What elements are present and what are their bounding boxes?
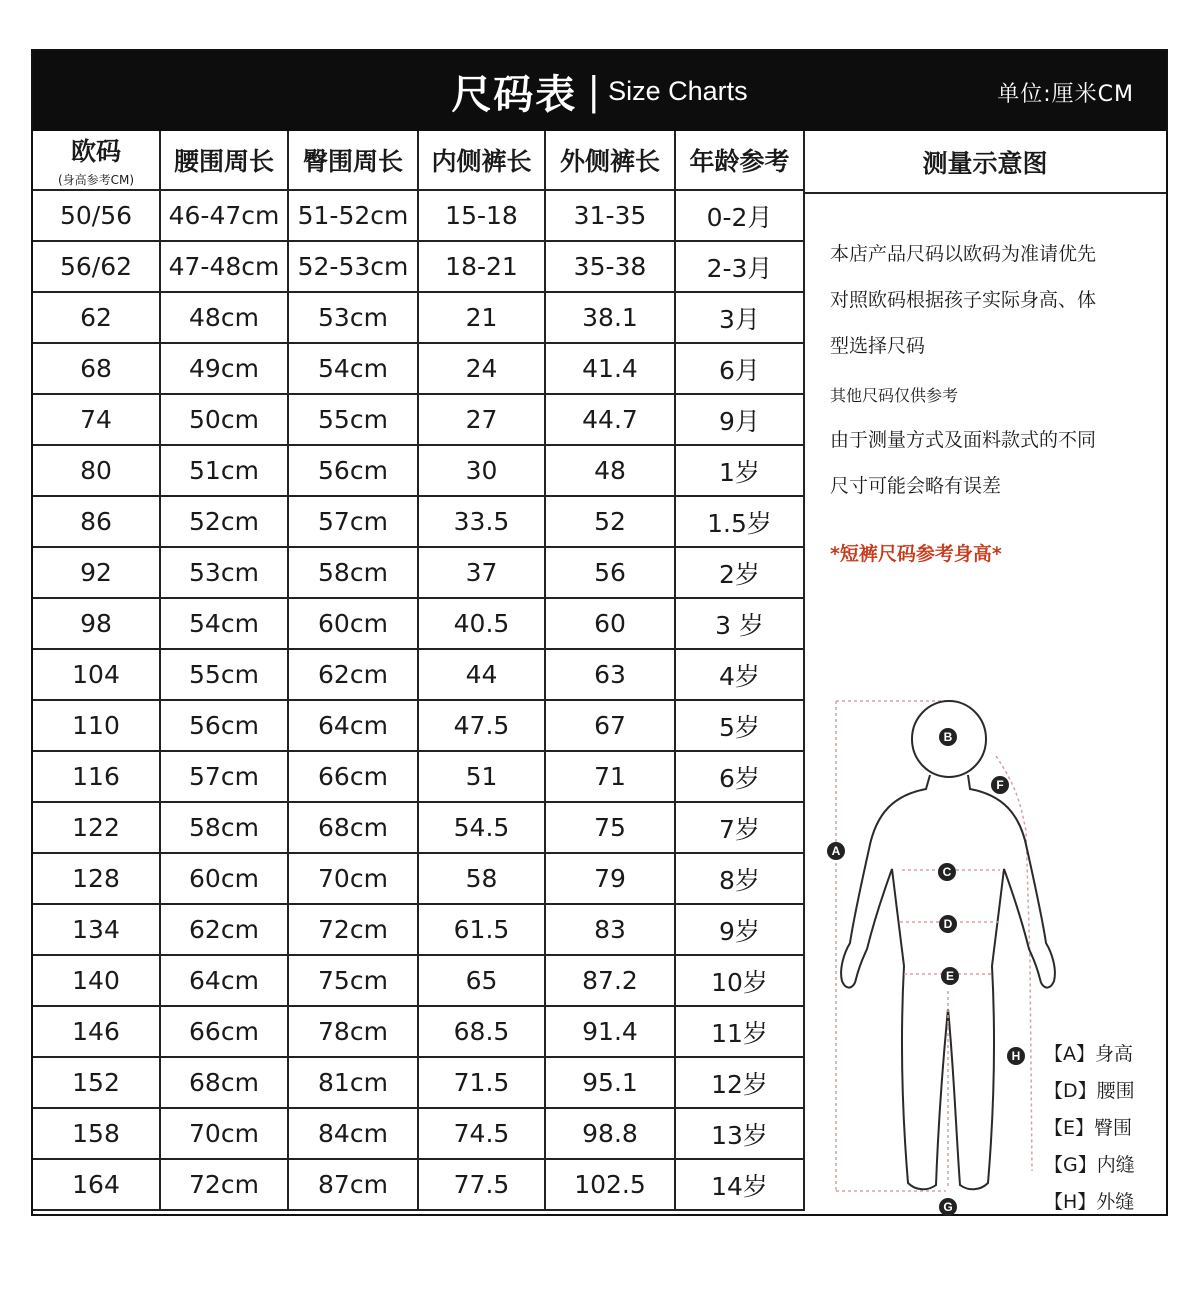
cell-outseam: 71 [545, 751, 675, 802]
cell-outseam: 87.2 [545, 955, 675, 1006]
legend-item: 【G】内缝 [1044, 1154, 1135, 1176]
legend-item: 【E】臀围 [1044, 1117, 1133, 1139]
cell-hip: 57cm [288, 496, 418, 547]
table-row [33, 343, 804, 394]
cell-age: 3月 [675, 292, 804, 343]
legend-item: 【A】身高 [1044, 1043, 1133, 1065]
cell-outseam: 35-38 [545, 241, 675, 292]
cell-inseam: 61.5 [418, 904, 545, 955]
cell-outseam: 79 [545, 853, 675, 904]
cell-hip: 64cm [288, 700, 418, 751]
cell-age: 1.5岁 [675, 496, 804, 547]
cell-hip: 60cm [288, 598, 418, 649]
cell-waist: 48cm [160, 292, 288, 343]
cell-inseam: 47.5 [418, 700, 545, 751]
table-row [33, 190, 804, 241]
table-row [33, 904, 804, 955]
table-row [33, 394, 804, 445]
cell-age: 7岁 [675, 802, 804, 853]
cell-outseam: 83 [545, 904, 675, 955]
table-row [33, 649, 804, 700]
cell-waist: 58cm [160, 802, 288, 853]
table-row [33, 1108, 804, 1159]
cell-eu-size: 158 [33, 1108, 160, 1159]
cell-hip: 81cm [288, 1057, 418, 1108]
cell-inseam: 18-21 [418, 241, 545, 292]
cell-waist: 52cm [160, 496, 288, 547]
cell-age: 5岁 [675, 700, 804, 751]
cell-hip: 75cm [288, 955, 418, 1006]
cell-outseam: 67 [545, 700, 675, 751]
measurement-legend [1044, 1036, 1135, 1221]
cell-age: 6月 [675, 343, 804, 394]
cell-inseam: 77.5 [418, 1159, 545, 1210]
cell-outseam: 98.8 [545, 1108, 675, 1159]
cell-outseam: 56 [545, 547, 675, 598]
cell-age: 11岁 [675, 1006, 804, 1057]
cell-hip: 56cm [288, 445, 418, 496]
cell-outseam: 95.1 [545, 1057, 675, 1108]
shorts-note: *短裤尺码参考身高* [830, 543, 1002, 565]
col-header-waist: 腰围周长 [160, 131, 288, 190]
cell-waist: 50cm [160, 394, 288, 445]
cell-hip: 55cm [288, 394, 418, 445]
cell-eu-size: 56/62 [33, 241, 160, 292]
header-bar [33, 51, 1166, 131]
cell-waist: 64cm [160, 955, 288, 1006]
table-row [33, 598, 804, 649]
cell-inseam: 58 [418, 853, 545, 904]
cell-inseam: 27 [418, 394, 545, 445]
cell-inseam: 71.5 [418, 1057, 545, 1108]
cell-hip: 53cm [288, 292, 418, 343]
cell-eu-size: 62 [33, 292, 160, 343]
cell-hip: 70cm [288, 853, 418, 904]
cell-age: 13岁 [675, 1108, 804, 1159]
table-header-row [33, 131, 804, 190]
cell-outseam: 75 [545, 802, 675, 853]
cell-waist: 53cm [160, 547, 288, 598]
cell-eu-size: 122 [33, 802, 160, 853]
cell-eu-size: 140 [33, 955, 160, 1006]
cell-outseam: 48 [545, 445, 675, 496]
cell-hip: 62cm [288, 649, 418, 700]
table-row [33, 853, 804, 904]
cell-waist: 68cm [160, 1057, 288, 1108]
cell-eu-size: 104 [33, 649, 160, 700]
cell-age: 8岁 [675, 853, 804, 904]
cell-inseam: 74.5 [418, 1108, 545, 1159]
measurement-guide [804, 131, 1166, 1214]
table-row [33, 700, 804, 751]
table-row [33, 241, 804, 292]
cell-inseam: 51 [418, 751, 545, 802]
cell-age: 14岁 [675, 1159, 804, 1210]
table-row [33, 496, 804, 547]
cell-hip: 87cm [288, 1159, 418, 1210]
cell-hip: 51-52cm [288, 190, 418, 241]
cell-eu-size: 92 [33, 547, 160, 598]
col-header-outseam: 外侧裤长 [545, 131, 675, 190]
cell-eu-size: 164 [33, 1159, 160, 1210]
cell-waist: 51cm [160, 445, 288, 496]
col-header-hip: 臀围周长 [288, 131, 418, 190]
marker-e: E [945, 969, 955, 983]
cell-outseam: 52 [545, 496, 675, 547]
note-small: 其他尺码仅供参考 [830, 386, 959, 405]
note-line: 对照欧码根据孩子实际身高、体 [830, 289, 1097, 311]
cell-eu-size: 80 [33, 445, 160, 496]
marker-f: F [996, 778, 1004, 792]
table-row [33, 1159, 804, 1210]
title [33, 51, 1166, 131]
cell-eu-size: 50/56 [33, 190, 160, 241]
cell-eu-size: 128 [33, 853, 160, 904]
size-table [33, 131, 805, 1211]
cell-outseam: 41.4 [545, 343, 675, 394]
cell-waist: 72cm [160, 1159, 288, 1210]
cell-hip: 54cm [288, 343, 418, 394]
cell-eu-size: 98 [33, 598, 160, 649]
table-row [33, 955, 804, 1006]
cell-age: 0-2月 [675, 190, 804, 241]
cell-waist: 56cm [160, 700, 288, 751]
guide-title: 测量示意图 [804, 131, 1166, 194]
cell-inseam: 65 [418, 955, 545, 1006]
note-line: 型选择尺码 [830, 335, 926, 357]
cell-outseam: 31-35 [545, 190, 675, 241]
body-figure [804, 691, 1166, 1214]
cell-waist: 49cm [160, 343, 288, 394]
table-row [33, 802, 804, 853]
cell-waist: 46-47cm [160, 190, 288, 241]
cell-waist: 62cm [160, 904, 288, 955]
cell-outseam: 102.5 [545, 1159, 675, 1210]
cell-inseam: 30 [418, 445, 545, 496]
cell-eu-size: 116 [33, 751, 160, 802]
cell-hip: 66cm [288, 751, 418, 802]
marker-h: H [1011, 1049, 1021, 1063]
marker-b: B [943, 730, 953, 744]
cell-age: 9月 [675, 394, 804, 445]
col-header-age: 年龄参考 [675, 131, 804, 190]
title-cn: 尺码表 [451, 71, 578, 118]
marker-a: A [831, 844, 841, 858]
cell-age: 3 岁 [675, 598, 804, 649]
title-separator: | [587, 69, 601, 113]
cell-age: 12岁 [675, 1057, 804, 1108]
guide-notes [830, 231, 1150, 577]
cell-hip: 58cm [288, 547, 418, 598]
cell-hip: 68cm [288, 802, 418, 853]
note-line: 尺寸可能会略有误差 [830, 475, 1002, 497]
cell-age: 2-3月 [675, 241, 804, 292]
col-header-inseam: 内侧裤长 [418, 131, 545, 190]
cell-outseam: 44.7 [545, 394, 675, 445]
table-row [33, 751, 804, 802]
cell-outseam: 60 [545, 598, 675, 649]
table-row [33, 547, 804, 598]
cell-waist: 66cm [160, 1006, 288, 1057]
cell-waist: 55cm [160, 649, 288, 700]
marker-c: C [942, 865, 952, 879]
cell-age: 10岁 [675, 955, 804, 1006]
cell-inseam: 37 [418, 547, 545, 598]
cell-eu-size: 74 [33, 394, 160, 445]
note-line: 由于测量方式及面料款式的不同 [830, 429, 1097, 451]
col-header-label: 欧码 [70, 137, 121, 166]
cell-eu-size: 86 [33, 496, 160, 547]
cell-age: 9岁 [675, 904, 804, 955]
table-row [33, 1006, 804, 1057]
legend-item: 【H】外缝 [1044, 1191, 1135, 1213]
unit-label: 单位:厘米CM [997, 82, 1134, 107]
cell-waist: 47-48cm [160, 241, 288, 292]
cell-age: 4岁 [675, 649, 804, 700]
cell-waist: 54cm [160, 598, 288, 649]
cell-waist: 57cm [160, 751, 288, 802]
cell-waist: 70cm [160, 1108, 288, 1159]
cell-inseam: 40.5 [418, 598, 545, 649]
col-header-eu-size [33, 131, 160, 190]
cell-inseam: 33.5 [418, 496, 545, 547]
cell-eu-size: 134 [33, 904, 160, 955]
cell-inseam: 21 [418, 292, 545, 343]
table-row [33, 292, 804, 343]
cell-age: 1岁 [675, 445, 804, 496]
cell-eu-size: 146 [33, 1006, 160, 1057]
cell-waist: 60cm [160, 853, 288, 904]
note-line: 本店产品尺码以欧码为准请优先 [830, 243, 1097, 265]
cell-inseam: 68.5 [418, 1006, 545, 1057]
cell-hip: 52-53cm [288, 241, 418, 292]
marker-d: D [943, 917, 953, 931]
cell-outseam: 38.1 [545, 292, 675, 343]
cell-age: 6岁 [675, 751, 804, 802]
col-header-sub: (身高参考CM) [57, 173, 135, 187]
cell-eu-size: 68 [33, 343, 160, 394]
table-row [33, 445, 804, 496]
cell-hip: 84cm [288, 1108, 418, 1159]
table-row [33, 1057, 804, 1108]
cell-inseam: 24 [418, 343, 545, 394]
cell-hip: 78cm [288, 1006, 418, 1057]
cell-inseam: 44 [418, 649, 545, 700]
size-chart [31, 49, 1168, 1216]
title-en: Size Charts [608, 75, 748, 106]
marker-g: G [943, 1200, 953, 1214]
cell-age: 2岁 [675, 547, 804, 598]
cell-outseam: 63 [545, 649, 675, 700]
cell-inseam: 54.5 [418, 802, 545, 853]
cell-eu-size: 152 [33, 1057, 160, 1108]
legend-item: 【D】腰围 [1044, 1080, 1135, 1102]
cell-hip: 72cm [288, 904, 418, 955]
cell-eu-size: 110 [33, 700, 160, 751]
cell-outseam: 91.4 [545, 1006, 675, 1057]
cell-inseam: 15-18 [418, 190, 545, 241]
